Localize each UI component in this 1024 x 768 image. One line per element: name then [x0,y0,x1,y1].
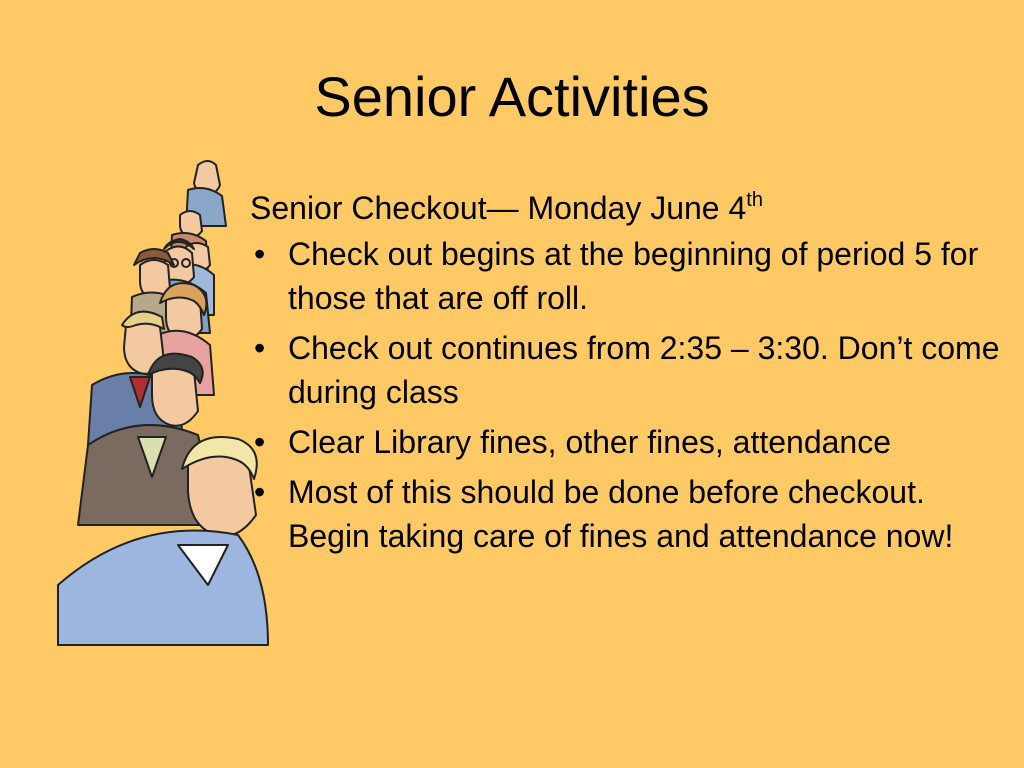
bullet-item [250,470,1010,558]
subheading-superscript: th [746,189,763,211]
subheading [250,186,1010,230]
subheading-text: Senior Checkout— Monday June 4 [250,190,747,226]
bullet-glyph: • [254,474,266,510]
slide-body [250,186,1010,564]
bullet-text: Check out begins at the beginning of period 5 for those that are off roll. [288,236,979,316]
bullet-item [250,232,1010,320]
bullet-text: Clear Library fines, other fines, attendance [288,424,891,460]
slide-title: Senior Activities [314,65,710,128]
bullet-text: Check out continues from 2:35 – 3:30. Don’t come during class [288,330,1000,410]
bullet-item [250,420,1010,464]
bullet-item [250,326,1010,414]
bullet-glyph: • [254,330,266,366]
bullet-list [250,232,1010,558]
bullet-text: Most of this should be done before checkout. Begin taking care of fines and attendance now! [288,474,954,554]
bullet-glyph: • [254,236,266,272]
bullet-glyph: • [254,424,266,460]
people-line-clipart-icon [48,155,278,655]
